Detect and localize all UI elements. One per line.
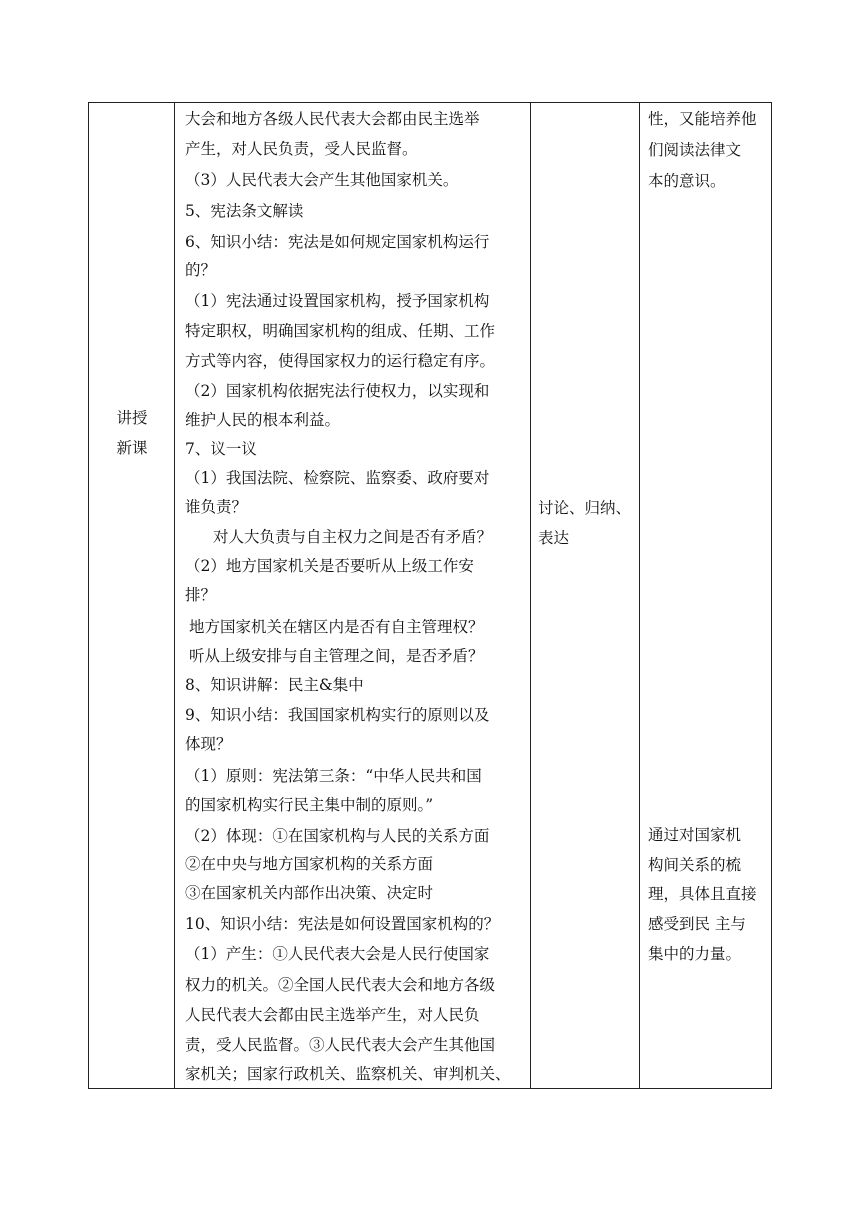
content-line: （1）产生：①人民代表大会是人民行使国家 [185,945,490,963]
content-line: （2）体现：①在国家机构与人民的关系方面 [185,827,490,845]
intent-line: 感受到民 主与 [648,915,746,933]
content-line: 责，受人民监督。③人民代表大会产生其他国 [185,1036,496,1054]
column-divider [174,103,175,1088]
content-line: 10、知识小结：宪法是如何设置国家机构的？ [185,915,500,933]
content-line: 的？ [185,261,217,279]
intent-line: 性，又能培养他 [648,110,757,128]
content-line: 8、知识讲解：民主&集中 [185,676,364,694]
content-line: （2）国家机构依据宪法行使权力，以实现和 [185,382,490,400]
content-line: （3）人民代表大会产生其他国家机关。 [185,171,459,189]
intent-line: 理，具体且直接 [648,885,757,903]
content-line: 家机关；国家行政机关、监察机关、审判机关、 [185,1065,511,1083]
content-line: 权力的机关。②全国人民代表大会和地方各级 [185,976,496,994]
stage-label-line: 新课 [116,439,148,457]
content-line: 排？ [185,586,217,604]
intent-line: 集中的力量。 [648,945,742,963]
content-line: （1）我国法院、检察院、监察委、政府要对 [185,469,490,487]
intent-line: 本的意识。 [648,172,726,190]
content-line: 方式等内容，使得国家权力的运行稳定有序。 [185,352,496,370]
content-line: 体现？ [185,735,232,753]
content-line: ②在中央与地方国家机构的关系方面 [185,855,434,873]
intent-line: 构间关系的梳 [648,856,742,874]
content-line: 5、宪法条文解读 [185,202,304,220]
content-line: （2）地方国家机关是否要听从上级工作安 [185,557,474,575]
content-line: （1）原则：宪法第三条：“中华人民共和国 [185,767,482,785]
lesson-table [88,102,772,1089]
content-line: 听从上级安排与自主管理之间，是否矛盾？ [189,647,484,665]
content-line: 对人大负责与自主权力之间是否有矛盾？ [213,528,493,546]
content-line: 7、议一议 [185,440,257,458]
intent-line: 通过对国家机 [648,826,742,844]
content-line: 6、知识小结：宪法是如何规定国家机构运行 [185,233,490,251]
intent-line: 们阅读法律文 [648,141,742,159]
activity-line: 表达 [538,529,570,547]
content-line: 谁负责？ [185,498,248,516]
column-divider [530,103,531,1088]
content-line: 产生，对人民负责，受人民监督。 [185,140,418,158]
content-line: 地方国家机关在辖区内是否有自主管理权？ [189,618,484,636]
content-line: ③在国家机关内部作出决策、决定时 [185,884,434,902]
content-line: 的国家机构实行民主集中制的原则。” [185,796,434,814]
content-line: （1）宪法通过设置国家机构，授予国家机构 [185,292,490,310]
content-line: 特定职权，明确国家机构的组成、任期、工作 [185,322,496,340]
content-line: 9、知识小结：我国国家机构实行的原则以及 [185,706,490,724]
stage-label-line: 讲授 [116,409,148,427]
content-line: 维护人民的根本利益。 [185,411,341,429]
content-line: 大会和地方各级人民代表大会都由民主选举 [185,110,480,128]
content-line: 人民代表大会都由民主选举产生，对人民负 [185,1006,480,1024]
column-divider [639,103,640,1088]
activity-line: 讨论、归纳、 [538,499,632,517]
